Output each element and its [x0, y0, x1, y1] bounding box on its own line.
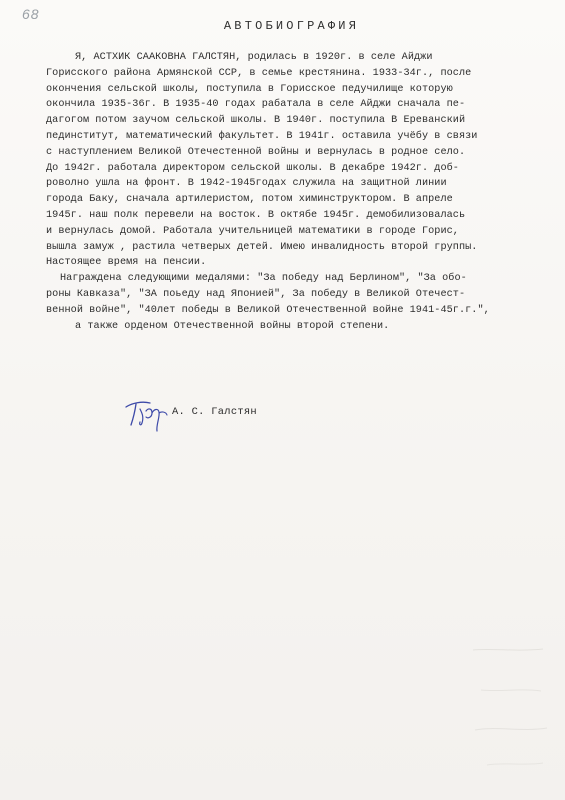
- text-line: вышла замуж , растила четверых детей. Имею инвалидность второй группы.: [46, 241, 478, 253]
- text-line: Настоящее время на пенсии.: [46, 257, 207, 269]
- text-line: пединститут, математический факультет. В 1941г. оставила учёбу в связи: [46, 130, 478, 142]
- text-line: роволно ушла на фронт. В 1942-1945годах служила на защитной линии: [46, 178, 447, 190]
- text-line: а также орденом Отечественной войны второй степени.: [75, 320, 390, 332]
- text-line: венной войне", "40лет победы в Великой Отечественной войне 1941-45г.г.",: [46, 304, 490, 316]
- text-line: и вернулась домой. Работала учительницей математики в городе Горис,: [46, 225, 459, 237]
- text-line: окончения сельской школы, поступила в Горисское педучилище которую: [46, 83, 453, 95]
- text-line: дагогом потом заучом сельской школы. В 1940г. поступила В Ереванский: [46, 115, 466, 127]
- text-line: с наступлением Великой Отечестенной войны и вернулась в родное село.: [46, 146, 466, 158]
- text-line: 1945г. наш полк перевели на восток. В октябе 1945г. демобилизовалась: [46, 209, 466, 221]
- text-line: роны Кавказа", "ЗА поьеду над Японией", За победу в Великой Отечест-: [46, 288, 466, 300]
- text-line: Я, АСТХИК СААКОВНА ГАЛСТЯН, родилась в 1920г. в селе Айджи: [75, 52, 433, 63]
- text-line: Награждена следующими медалями: "За победу над Берлином", "За обо-: [60, 273, 467, 285]
- document-title: АВТОБИОГРАФИЯ: [223, 19, 360, 33]
- autobiography-text: [46, 50, 561, 334]
- faint-bleed-through-marks: [463, 630, 553, 780]
- text-line: Горисского района Армянской ССР, в семье крестянина. 1933-34г., после: [46, 67, 472, 79]
- text-line: До 1942г. работала директором сельской школы. В декабре 1942г. доб-: [46, 162, 459, 174]
- text-line: города Баку, сначала артилеристом, потом химинструктором. В апреле: [46, 194, 453, 206]
- signature-name: А. С. Галстян: [172, 406, 257, 418]
- signature-block: [122, 395, 362, 435]
- handwritten-signature: [122, 395, 174, 435]
- text-line: окончила 1935-36г. В 1935-40 годах рабатала в селе Айджи сначала пе-: [46, 99, 466, 111]
- page-number: 68: [22, 6, 40, 22]
